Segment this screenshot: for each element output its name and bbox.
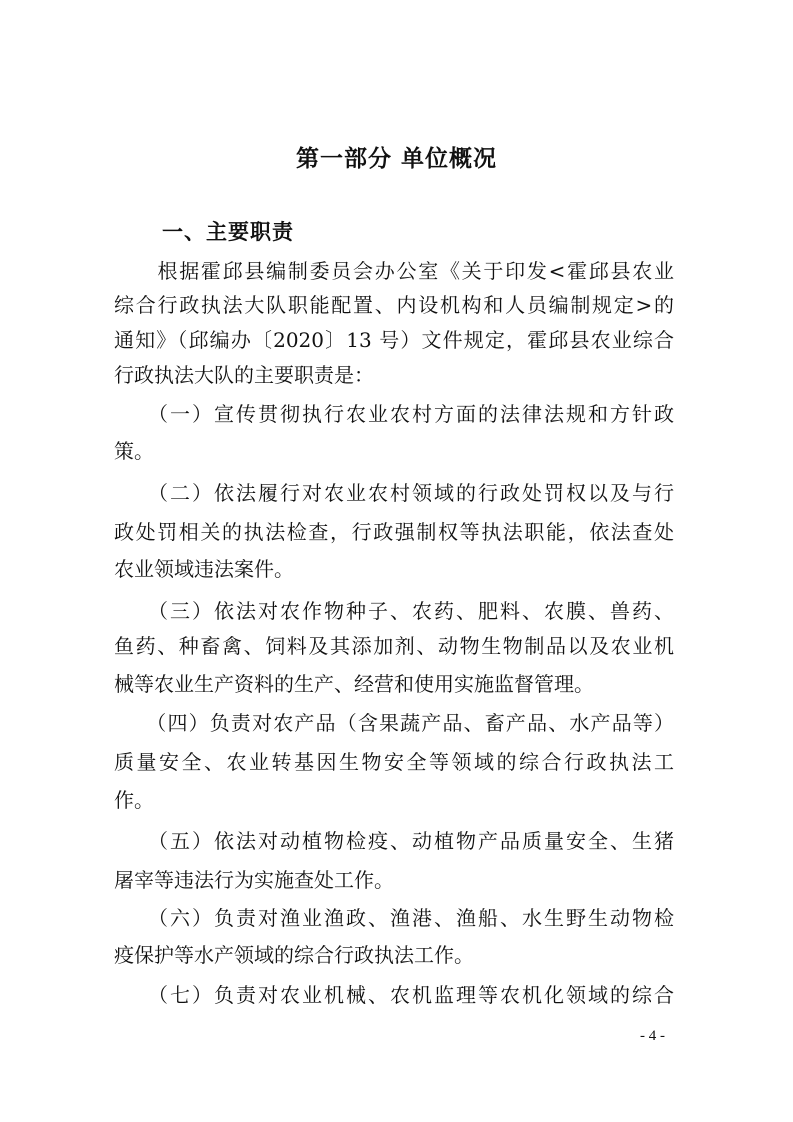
body-line: 政处罚相关的执法检查，行政强制权等执法职能，依法查处 (114, 520, 674, 544)
body-line: 根据霍邱县编制委员会办公室《关于印发<霍邱县农业 (114, 259, 674, 283)
body-line: 农业领域违法案件。 (114, 557, 294, 581)
body-line: （一）宣传贯彻执行农业农村方面的法律法规和方针政 (114, 402, 674, 426)
body-line: 械等农业生产资料的生产、经营和使用实施监督管理。 (114, 672, 594, 696)
body-line: 作。 (114, 788, 154, 812)
body-line: （三）依法对农作物种子、农药、肥料、农膜、兽药、 (114, 599, 674, 623)
page-number: - 4 - (640, 1028, 665, 1044)
body-line: （二）依法履行对农业农村领域的行政处罚权以及与行 (114, 481, 674, 505)
body-line: 屠宰等违法行为实施查处工作。 (114, 868, 394, 892)
body-line: （七）负责对农业机械、农机监理等农机化领域的综合 (114, 983, 674, 1007)
body-line: 通知》（邱编办〔2020〕13 号）文件规定，霍邱县农业综合 (114, 328, 674, 352)
body-line: （四）负责对农产品（含果蔬产品、畜产品、水产品等） (114, 711, 674, 735)
body-line: 策。 (114, 439, 154, 463)
section-heading: 一、主要职责 (162, 220, 294, 244)
body-line: （六）负责对渔业渔政、渔港、渔船、水生野生动物检 (114, 906, 674, 930)
body-line: 质量安全、农业转基因生物安全等领域的综合行政执法工 (114, 750, 674, 774)
body-line: 疫保护等水产领域的综合行政执法工作。 (114, 943, 474, 967)
body-line: 综合行政执法大队职能配置、内设机构和人员编制规定>的 (114, 293, 674, 317)
body-line: 鱼药、种畜禽、饲料及其添加剂、动物生物制品以及农业机 (114, 634, 674, 658)
page-title: 第一部分 单位概况 (295, 146, 497, 172)
body-line: 行政执法大队的主要职责是： (114, 363, 374, 387)
body-line: （五）依法对动植物检疫、动植物产品质量安全、生猪 (114, 829, 674, 853)
